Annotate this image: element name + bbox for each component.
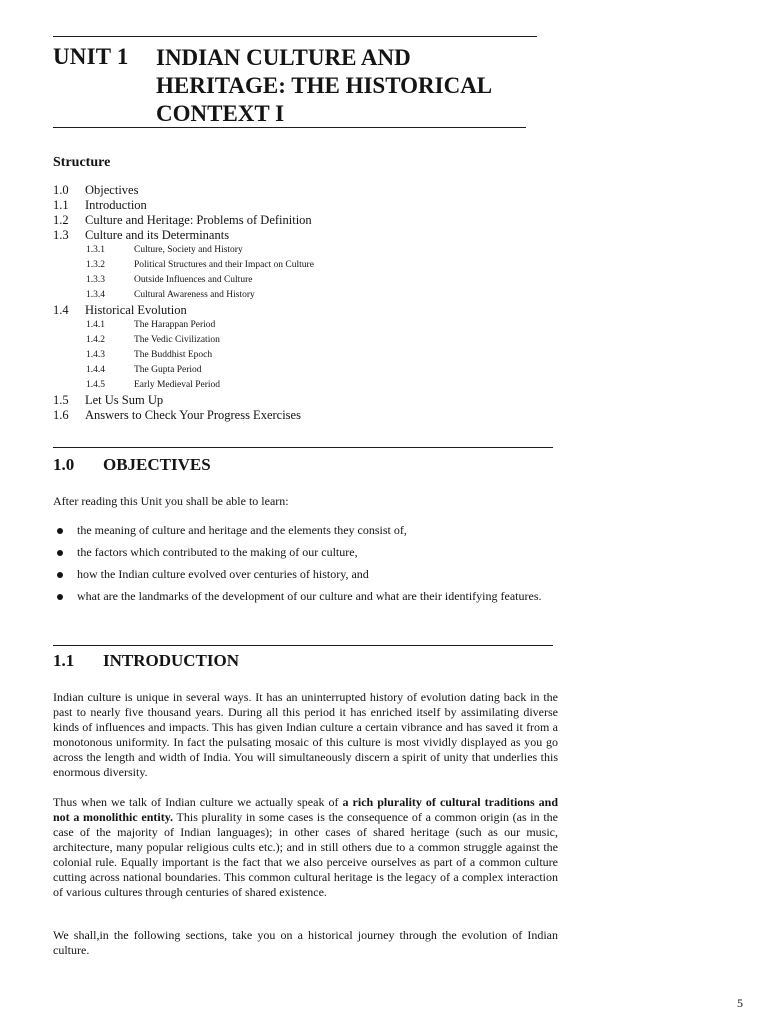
structure-item-number: 1.4.1 [86,320,105,330]
structure-item-number: 1.4.4 [86,365,105,375]
objective-text: what are the landmarks of the development of our culture and what are their identifying features. [77,589,542,603]
objective-item [53,545,558,560]
objectives-list [53,523,558,611]
section-title: INTRODUCTION [103,651,240,670]
structure-item [53,288,573,303]
structure-item-number: 1.3.1 [86,245,105,255]
structure-item [53,363,573,378]
introduction-paragraph-3: We shall,in the following sections, take you on a historical journey through the evolution of Indian culture. [53,928,558,957]
structure-item [53,213,573,228]
objectives-intro: After reading this Unit you shall be able to learn: [53,494,289,508]
structure-item-number: 1.0 [53,183,69,197]
structure-item-number: 1.4.3 [86,350,105,360]
introduction-rule [53,645,553,646]
structure-item-number: 1.4.2 [86,335,105,345]
structure-item-label: Answers to Check Your Progress Exercises [85,408,301,422]
structure-item-label: Let Us Sum Up [85,393,164,407]
bullet-icon [57,550,63,556]
section-title: OBJECTIVES [103,455,211,474]
structure-heading: Structure [53,155,111,170]
objective-text: the meaning of culture and heritage and the elements they consist of, [77,523,407,537]
unit-title-line: HERITAGE: THE HISTORICAL [156,73,493,98]
structure-item [53,228,573,243]
structure-item-number: 1.2 [53,213,69,227]
objectives-heading [53,455,211,475]
bullet-icon [57,594,63,600]
para-emphasis: a rich plurality of cultural traditions and not a monolithic entity. [53,795,559,824]
structure-item-label: Culture and its Determinants [85,228,230,242]
structure-item-label: Early Medieval Period [134,380,221,390]
structure-item-number: 1.1 [53,198,69,212]
structure-item-label: The Vedic Civilization [134,335,220,345]
objectives-rule [53,447,553,448]
introduction-heading [53,651,239,671]
structure-item [53,393,573,408]
structure-item-label: The Gupta Period [134,365,202,375]
bullet-icon [57,572,63,578]
page-number: 5 [737,996,743,1010]
objective-item [53,523,558,538]
structure-item [53,408,573,423]
section-number: 1.1 [53,651,75,670]
structure-item-label: Introduction [85,198,147,212]
bullet-icon [57,528,63,534]
structure-item [53,198,573,213]
top-rule [53,36,537,37]
unit-title-line: INDIAN CULTURE AND [156,45,411,70]
structure-item [53,333,573,348]
structure-item [53,243,573,258]
structure-item-label: The Buddhist Epoch [134,350,213,360]
introduction-paragraph-1: Indian culture is unique in several ways. It has an uninterrupted history of evolution dating back in the past to nearly five thousand years. During all this period it has enriched itself by assimilating diverse kinds of influences and impacts. This has given Indian culture a certain vibrance and has saved it from a monotonous uniformity. In fact the pulsating mosaic of this culture is most vividly displayed as you go across the length and width of India. You will simultaneously discern a spirit of unity that underlies this enormous diversity. [53,690,558,779]
structure-item-label: The Harappan Period [134,320,216,330]
unit-label: UNIT 1 [53,44,129,69]
structure-item-label: Historical Evolution [85,303,187,317]
structure-item-number: 1.3.2 [86,260,105,270]
para-text: Thus when we talk of Indian culture we actually speak of [53,795,343,809]
structure-list [53,183,573,423]
structure-item [53,258,573,273]
introduction-paragraph-2 [53,795,558,900]
structure-item-label: Political Structures and their Impact on Culture [134,260,314,270]
structure-item-number: 1.4 [53,303,69,317]
structure-item-number: 1.3.4 [86,290,105,300]
para-text: This plurality in some cases is the consequence of a common origin (as in the case of the majority of Indian languages); in other cases of shared heritage (such as our music, architecture, many popular religious cults etc.); and in still others due to a common struggle against the colonial rule. Equally important is the fact that we also perceive ourselves as part of a common culture cutting across national boundaries. This common cultural heritage is the legacy of a complex interaction of various cultures through centuries of shared existence. [53,810,558,899]
structure-item [53,183,573,198]
objective-text: how the Indian culture evolved over centuries of history, and [77,567,369,581]
section-number: 1.0 [53,455,75,474]
structure-item-label: Culture and Heritage: Problems of Definition [85,213,312,227]
structure-item-label: Cultural Awareness and History [134,290,255,300]
structure-item [53,303,573,318]
structure-item-label: Outside Influences and Culture [134,275,253,285]
unit-title-line: CONTEXT I [156,101,285,126]
structure-item [53,318,573,333]
objective-item [53,567,558,582]
structure-item-number: 1.3.3 [86,275,105,285]
structure-item-number: 1.5 [53,393,69,407]
structure-item [53,348,573,363]
structure-item-number: 1.4.5 [86,380,105,390]
structure-item-number: 1.6 [53,408,69,422]
structure-item-number: 1.3 [53,228,69,242]
unit-title [156,44,576,128]
structure-item-label: Culture, Society and History [134,245,243,255]
structure-item [53,378,573,393]
structure-item [53,273,573,288]
structure-item-label: Objectives [85,183,139,197]
title-underline-rule [53,127,526,128]
objective-text: the factors which contributed to the making of our culture, [77,545,358,559]
objective-item [53,589,558,604]
